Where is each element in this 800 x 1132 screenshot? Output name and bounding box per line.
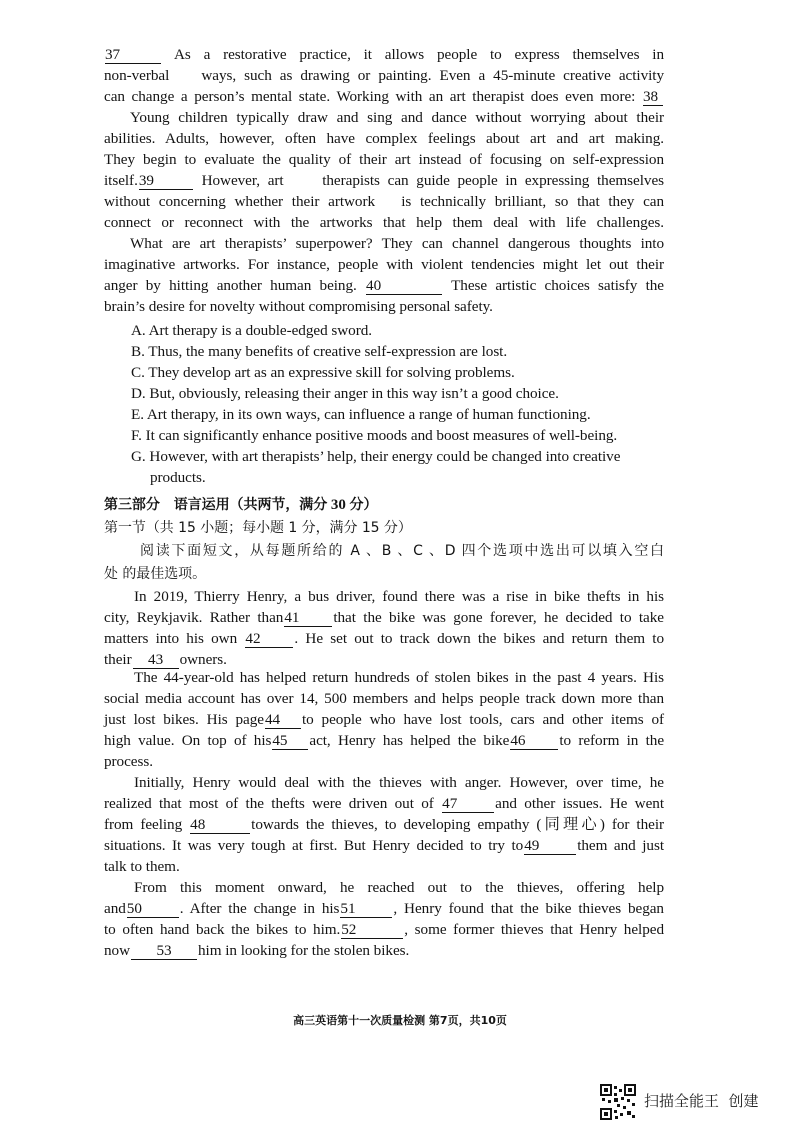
option-e: E. Art therapy, in its own ways, can influence a range of human functioning.: [131, 406, 591, 423]
passage-line: itself.39 However, art therapists can guide people in expressing themselves: [104, 172, 665, 189]
cloze-line: just lost bikes. His page44 to people who have lost tools, cars and other items of: [104, 711, 664, 728]
passage-line: They begin to evaluate the quality of their art instead of focusing on self-expression: [104, 151, 664, 168]
option-d: D. But, obviously, releasing their anger in this way isn’t a good choice.: [131, 385, 559, 402]
cloze-line: and50 . After the change in his51 , Henry found that the bike thieves began: [104, 900, 664, 917]
passage-line: brain’s desire for novelty without compromising personal safety.: [104, 298, 493, 315]
cloze-line: Initially, Henry would deal with the thieves with anger. However, over time, he: [134, 774, 664, 791]
cloze-line: from feeling 48 towards the thieves, to developing empathy (同理心) for their: [104, 816, 665, 833]
answer-blank-45: 45: [272, 732, 308, 750]
option-b: B. Thus, the many benefits of creative self-expression are lost.: [131, 343, 508, 360]
passage-line: imaginative artworks. For instance, people with violent tendencies might let out their: [104, 256, 664, 273]
answer-blank-38: 38: [643, 88, 663, 106]
option-f: F. It can significantly enhance positive moods and boost measures of well-being.: [131, 427, 618, 444]
scanner-watermark-text: 扫描全能王 创建: [644, 1092, 759, 1110]
cloze-line: In 2019, Thierry Henry, a bus driver, found there was a rise in bike thefts in his: [134, 588, 664, 605]
cloze-line: social media account has over 14, 500 members and helps people track down more than: [104, 690, 664, 707]
cloze-line: now 53 him in looking for the stolen bikes.: [104, 942, 410, 959]
answer-blank-44: 44: [265, 711, 301, 729]
cloze-line: process.: [104, 753, 153, 770]
answer-blank-40: 40: [366, 277, 442, 295]
option-a: A. Art therapy is a double-edged sword.: [131, 322, 372, 339]
answer-blank-52: 52: [341, 921, 403, 939]
page-footer: 高三英语第十一次质量检测 第7页，共10页: [293, 1014, 507, 1027]
cloze-line: The 44-year-old has helped return hundreds of stolen bikes in the past 4 years. His: [134, 669, 664, 686]
passage-line: can change a person’s mental state. Working with an art therapist does even more: 38: [104, 86, 664, 107]
cloze-line: city, Reykjavik. Rather than41 that the bike was gone forever, he decided to take: [104, 609, 664, 626]
answer-blank-49: 49: [524, 837, 576, 855]
passage-line: connect or reconnect with the artworks that help them deal with life challenges.: [104, 214, 664, 231]
answer-blank-42: 42: [245, 630, 293, 648]
option-g: G. However, with art therapists’ help, their energy could be changed into creative: [131, 448, 621, 465]
cloze-line: realized that most of the thefts were driven out of 47 and other issues. He went: [104, 795, 664, 812]
answer-blank-53: 53: [131, 942, 197, 960]
answer-blank-37: 37: [105, 46, 161, 64]
cloze-line: to often hand back the bikes to him.52 , some former thieves that Henry helped: [104, 921, 664, 938]
passage-line: anger by hitting another human being. 40 These artistic choices satisfy the: [104, 277, 665, 294]
passage-line: What are art therapists’ superpower? They can channel dangerous thoughts into: [130, 235, 664, 252]
answer-blank-50: 50: [127, 900, 179, 918]
instructions-cont: 处 的最佳选项。: [104, 566, 207, 582]
cloze-line: their 43 owners.: [104, 651, 227, 668]
passage-line: 37 As a restorative practice, it allows people to express themselves in: [105, 46, 664, 63]
answer-blank-47: 47: [442, 795, 494, 813]
qr-code-icon: [600, 1084, 636, 1120]
passage-line: non-verbal ways, such as drawing or painting. Even a 45-minute creative activity: [104, 67, 664, 84]
passage-line: abilities. Adults, however, often have complex feelings about art and art making.: [104, 130, 664, 147]
section1-heading: 第一节（共 15 小题；每小题 1 分，满分 15 分）: [104, 520, 412, 536]
cloze-line: matters into his own 42 . He set out to track down the bikes and return them to: [104, 630, 665, 647]
answer-blank-43: 43: [133, 651, 179, 669]
passage-line: Young children typically draw and sing and dance without worrying about their: [130, 109, 664, 126]
cloze-line: From this moment onward, he reached out to the thieves, offering help: [134, 879, 664, 896]
cloze-line: talk to them.: [104, 858, 180, 875]
option-c: C. They develop art as an expressive skill for solving problems.: [131, 364, 515, 381]
part3-heading: 第三部分 语言运用（共两节，满分 30 分）: [104, 497, 378, 513]
option-g-continuation: products.: [150, 469, 206, 486]
answer-blank-41: 41: [284, 609, 332, 627]
passage-line: without concerning whether their artwork is technically brilliant, so that they can: [104, 193, 664, 210]
cloze-line: high value. On top of his45 act, Henry has helped the bike46 to reform in the: [104, 732, 665, 749]
answer-blank-48: 48: [190, 816, 250, 834]
answer-blank-51: 51: [340, 900, 392, 918]
answer-blank-46: 46: [510, 732, 558, 750]
cloze-line: situations. It was very tough at first. But Henry decided to try to49 them and just: [104, 837, 664, 854]
answer-blank-39: 39: [139, 172, 193, 190]
instructions: 阅读下面短文，从每题所给的 A 、B 、C 、D 四个选项中选出可以填入空白: [140, 543, 664, 559]
